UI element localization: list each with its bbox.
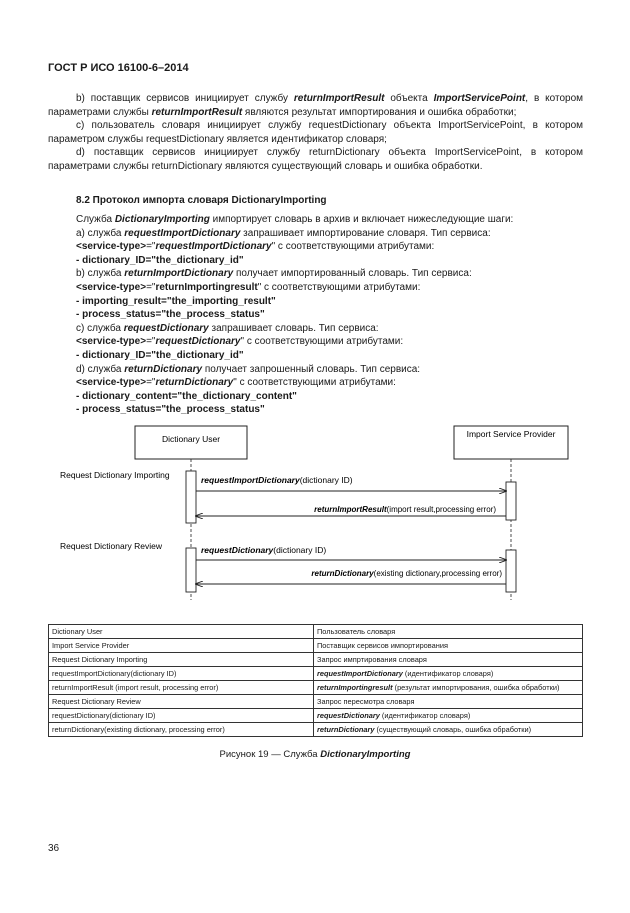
legend-term-en: returnImportResult (import result, processing error) [49,681,314,695]
legend-term-en: returnDictionary(existing dictionary, processing error) [49,723,314,737]
legend-term-ru-text: (существующий словарь, ошибка обработки) [374,724,532,734]
step-d-type: <service-type>="returnDictionary" с соответствующими атрибутами: [76,377,396,389]
steps-intro: Служба DictionaryImporting импортирует словарь в архив и включает нижеследующие шаги: [76,214,514,225]
step-b-type: <service-type>="returnImportingresult" с соответствующими атрибутами: [76,281,421,293]
legend-term-ru [314,723,583,737]
legend-term-ru-text: Поставщик сервисов импортирования [317,640,448,650]
legend-term-ru-text: Пользователь словаря [317,626,396,636]
provider-activation-1 [506,482,516,520]
step-a-attr: - dictionary_ID="the_dictionary_id" [76,254,244,266]
sequence-diagram [0,420,630,620]
legend-term-ru [314,681,583,695]
legend-row [49,625,583,639]
intro-item-c: с) пользователь словаря инициирует службу requestDictionary объекта ImportServicePoint, в котором параметром службы requestDictionary является идентификатор словаря; [48,120,583,145]
step-c-attr: - dictionary_ID="the_dictionary_id" [76,349,244,361]
actor-provider-label: Import Service Provider [466,429,556,439]
legend-row [49,653,583,667]
intro-paragraphs [48,92,583,173]
step-b: b) служба returnImportDictionary получает импортированный словарь. Тип сервиса: [76,268,472,280]
legend-row [49,723,583,737]
step-b-attr: - importing_result="the_importing_result" [76,295,276,307]
legend-term-ru-emphasis: requestDictionary [317,710,380,720]
legend-term-ru-text: Запрос импртирования словаря [317,654,427,664]
message-request-import: requestImportDictionary(dictionary ID) [201,475,353,485]
legend-term-ru [314,639,583,653]
legend-term-en: Import Service Provider [49,639,314,653]
figure-caption: Рисунок 19 — Служба DictionaryImporting [219,749,411,760]
legend-row [49,695,583,709]
step-d-attr: - dictionary_content="the_dictionary_content" [76,390,297,402]
page-number: 36 [48,843,60,854]
label-request-importing: Request Dictionary Importing [60,470,170,480]
message-request-dictionary: requestDictionary(dictionary ID) [201,545,327,555]
message-return-import-result: returnImportResult(import result,processing error) [314,505,496,514]
legend-term-ru [314,695,583,709]
legend-row [49,639,583,653]
legend-term-en: requestDictionary(dictionary ID) [49,709,314,723]
legend-term-ru-text: Запрос пересмотра словаря [317,696,415,706]
step-b-attr: - process_status="the_process_status" [76,309,265,321]
legend-term-en: Dictionary User [49,625,314,639]
legend-term-ru-text: (идентификатор словаря) [402,668,494,678]
user-activation-1 [186,471,196,523]
legend-term-en: Request Dictionary Importing [49,653,314,667]
legend-term-ru-emphasis: returnImportingresult [317,682,393,692]
legend-term-ru-emphasis: requestImportDictionary [317,668,403,678]
step-a-type: <service-type>="requestImportDictionary" с соответствующими атрибутами: [76,241,435,253]
step-a: а) служба requestImportDictionary запрашивает импортирование словаря. Тип сервиса: [76,227,491,239]
step-c: с) служба requestDictionary запрашивает словарь. Тип сервиса: [76,322,379,334]
legend-term-ru [314,625,583,639]
label-request-review: Request Dictionary Review [60,541,163,551]
legend-table [48,624,583,737]
section-title: 8.2 Протокол импорта словаря DictionaryImporting [76,195,327,206]
legend-row [49,681,583,695]
step-d-attr: - process_status="the_process_status" [76,404,265,416]
legend-term-en: Request Dictionary Review [49,695,314,709]
legend-term-en: requestImportDictionary(dictionary ID) [49,667,314,681]
legend-term-ru [314,667,583,681]
user-activation-2 [186,548,196,592]
intro-item-b: b) поставщик сервисов инициирует службу returnImportResult объекта ImportServicePoint, в котором параметрами службы returnImportResult являются результат импортирования и ошибка обработки; [48,93,584,118]
legend-term-ru-text: (результат импортирования, ошибка обработки) [392,682,560,692]
legend-row [49,709,583,723]
step-c-type: <service-type>="requestDictionary" с соответствующими атрибутами: [76,336,404,348]
legend-term-ru-emphasis: returnDictionary [317,724,375,734]
provider-activation-2 [506,550,516,592]
document-header: ГОСТ Р ИСО 16100-6–2014 [48,62,189,74]
actor-user-label: Dictionary User [161,434,221,444]
legend-term-ru [314,709,583,723]
intro-item-d: d) поставщик сервисов инициирует службу returnDictionary объекта ImportServicePoint, в котором параметрами службы returnDictionary являются существующий словарь и ошибка обработки. [48,147,583,172]
legend-term-ru-text: (идентификатор словаря) [379,710,471,720]
message-return-dictionary: returnDictionary(existing dictionary,processing error) [311,569,502,578]
protocol-steps [76,213,586,417]
legend-row [49,667,583,681]
legend-term-ru [314,653,583,667]
step-d: d) служба returnDictionary получает запрошенный словарь. Тип сервиса: [76,363,421,375]
